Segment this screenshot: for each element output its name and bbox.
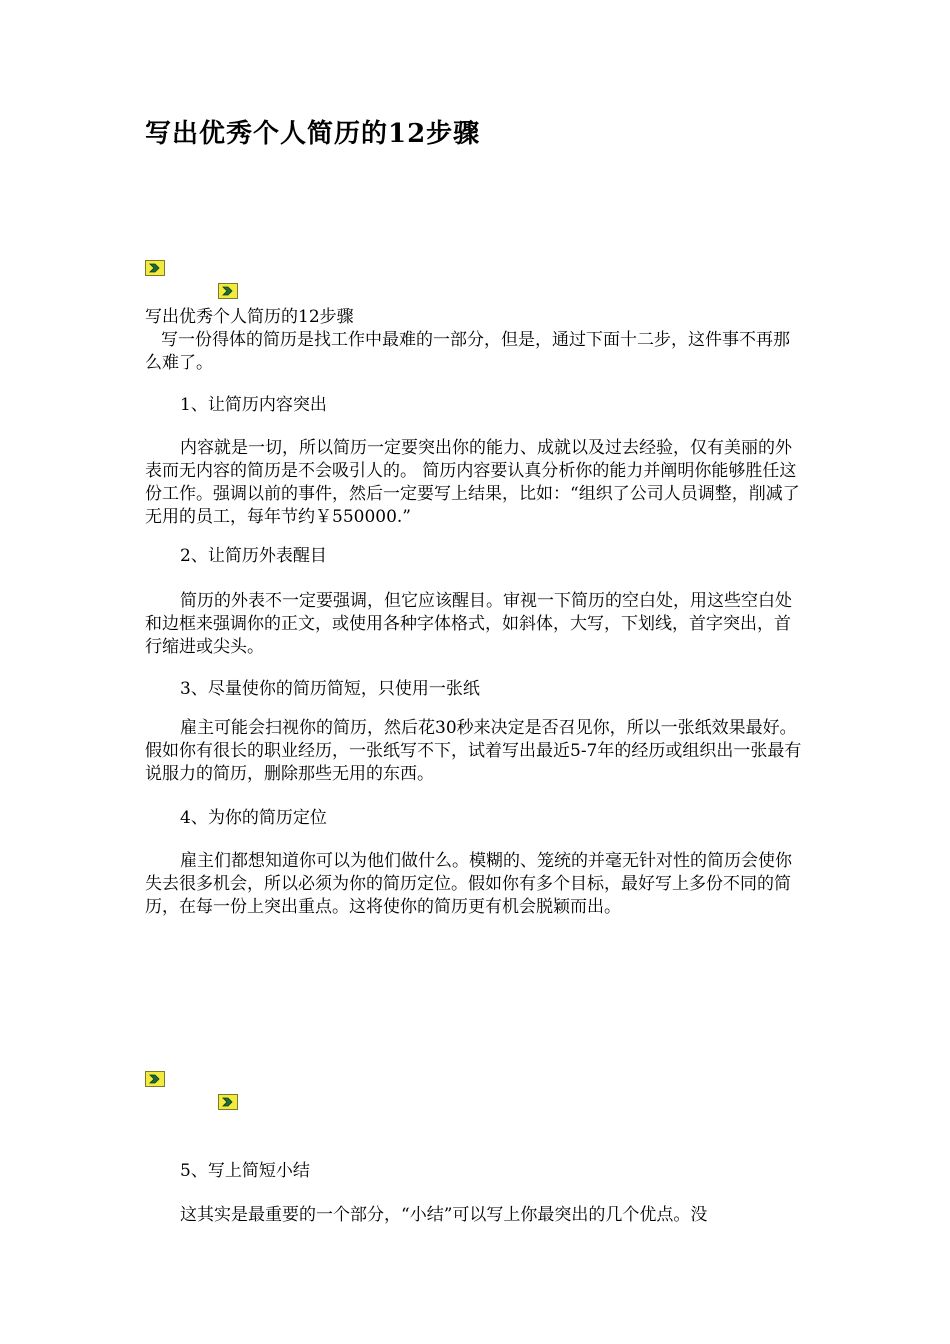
section-body: 简历的外表不一定要强调，但它应该醒目。审视一下简历的空白处，用这些空白处和边框来强调你的正文，或使用各种字体格式，如斜体，大写，下划线，首字突出，首行缩进或尖头。: [145, 591, 792, 657]
intro-paragraph: 写一份得体的简历是找工作中最难的一部分，但是，通过下面十二步，这件事不再那么难了。: [145, 330, 790, 373]
link-arrow-icon[interactable]: [145, 1071, 165, 1087]
page-title: 写出优秀个人简历的12步骤: [145, 119, 481, 149]
section-heading: 4、为你的简历定位: [180, 808, 327, 828]
link-arrow-icon[interactable]: [145, 260, 165, 276]
section-body: 内容就是一切，所以简历一定要突出你的能力、成就以及过去经验，仅有美丽的外表而无内容的简历是不会吸引人的。 简历内容要认真分析你的能力并阐明你能够胜任这份工作。强调以前的事件，然后一定要写上结果，比如：“组织了公司人员调整，削减了无用的员工，每年节约￥550000.”: [145, 438, 800, 527]
document-subtitle: 写出优秀个人简历的12步骤: [145, 307, 354, 327]
section-body: 这其实是最重要的一个部分，“小结”可以写上你最突出的几个优点。没: [180, 1205, 708, 1225]
section-body: 雇主可能会扫视你的简历，然后花30秒来决定是否召见你，所以一张纸效果最好。假如你有很长的职业经历，一张纸写不下，试着写出最近5-7年的经历或组织出一张最有说服力的简历，删除那些无用的东西。: [145, 718, 802, 784]
section-heading: 1、让简历内容突出: [180, 395, 327, 415]
link-arrow-icon[interactable]: [218, 1094, 238, 1110]
section-body: 雇主们都想知道你可以为他们做什么。模糊的、笼统的并毫无针对性的简历会使你失去很多机会，所以必须为你的简历定位。假如你有多个目标，最好写上多份不同的简历，在每一份上突出重点。这将使你的简历更有机会脱颖而出。: [145, 851, 792, 917]
link-arrow-icon[interactable]: [218, 283, 238, 299]
section-heading: 2、让简历外表醒目: [180, 546, 327, 566]
section-heading: 3、尽量使你的简历简短，只使用一张纸: [180, 679, 480, 699]
section-heading: 5、写上简短小结: [180, 1161, 310, 1181]
